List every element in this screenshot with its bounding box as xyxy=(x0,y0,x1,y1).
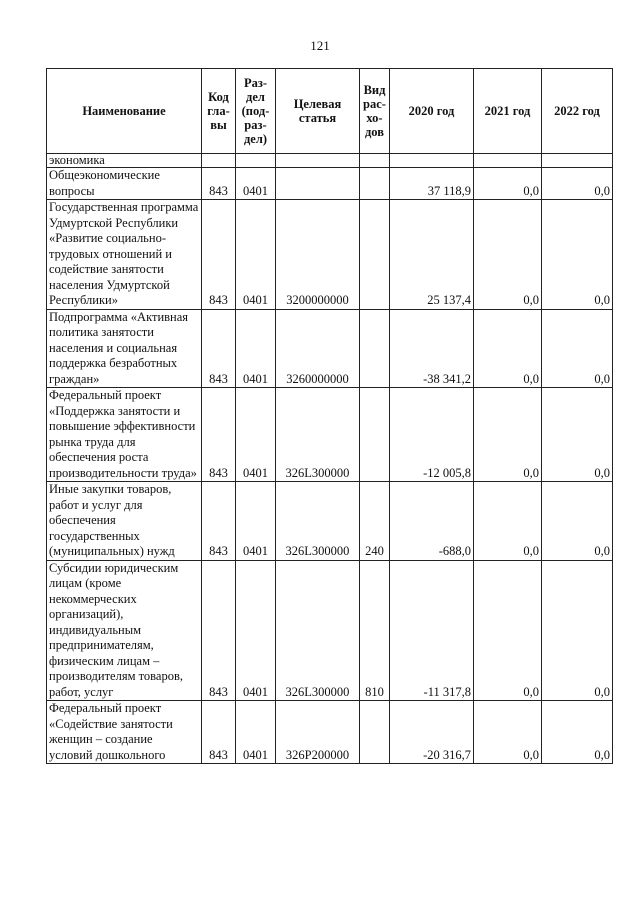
header-2020: 2020 год xyxy=(390,69,474,154)
row-section xyxy=(236,154,276,168)
row-expense-type xyxy=(360,309,390,388)
row-section: 0401 xyxy=(236,200,276,310)
row-name: Федеральный проект «Поддержка занятости и повышение эффективности рынка труда для обеспечения роста производительности труда» xyxy=(47,388,202,482)
header-section: Раз- дел (под- раз- дел) xyxy=(236,69,276,154)
row-2021: 0,0 xyxy=(474,168,542,200)
row-2022: 0,0 xyxy=(542,168,613,200)
row-2020: 25 137,4 xyxy=(390,200,474,310)
row-expense-type xyxy=(360,701,390,764)
row-target: 326P200000 xyxy=(276,701,360,764)
row-2020: -38 341,2 xyxy=(390,309,474,388)
row-name: Федеральный проект «Содействие занятости женщин – создание условий дошкольного xyxy=(47,701,202,764)
row-name: Субсидии юридическим лицам (кроме некоммерческих организаций), индивидуальным предпринимателям, физическим лицам – производителям товаров, работ, услуг xyxy=(47,560,202,701)
row-2021: 0,0 xyxy=(474,701,542,764)
row-target: 3260000000 xyxy=(276,309,360,388)
row-section: 0401 xyxy=(236,482,276,561)
header-expense-type: Вид рас- хо- дов xyxy=(360,69,390,154)
row-expense-type xyxy=(360,154,390,168)
table-row xyxy=(47,309,613,388)
table-row xyxy=(47,154,613,168)
table-row xyxy=(47,560,613,701)
table-row xyxy=(47,200,613,310)
row-target xyxy=(276,154,360,168)
row-2020: -11 317,8 xyxy=(390,560,474,701)
row-section: 0401 xyxy=(236,388,276,482)
row-code: 843 xyxy=(202,701,236,764)
table-row xyxy=(47,701,613,764)
row-code: 843 xyxy=(202,482,236,561)
row-2020: 37 118,9 xyxy=(390,168,474,200)
row-2020 xyxy=(390,154,474,168)
row-expense-type xyxy=(360,200,390,310)
row-2021: 0,0 xyxy=(474,200,542,310)
row-expense-type xyxy=(360,168,390,200)
row-section: 0401 xyxy=(236,168,276,200)
row-code: 843 xyxy=(202,388,236,482)
row-target: 3200000000 xyxy=(276,200,360,310)
row-2022 xyxy=(542,154,613,168)
row-code: 843 xyxy=(202,200,236,310)
row-target: 326L300000 xyxy=(276,482,360,561)
page-number: 121 xyxy=(310,38,330,53)
header-2021: 2021 год xyxy=(474,69,542,154)
row-section: 0401 xyxy=(236,701,276,764)
table-row xyxy=(47,482,613,561)
table-row xyxy=(47,388,613,482)
row-code: 843 xyxy=(202,309,236,388)
table-row xyxy=(47,168,613,200)
row-name: экономика xyxy=(47,154,202,168)
header-name: Наименование xyxy=(47,69,202,154)
row-name: Подпрограмма «Активная политика занятости населения и социальная поддержка безработных граждан» xyxy=(47,309,202,388)
header-code: Код гла- вы xyxy=(202,69,236,154)
row-section: 0401 xyxy=(236,309,276,388)
row-target: 326L300000 xyxy=(276,560,360,701)
row-section: 0401 xyxy=(236,560,276,701)
row-2021: 0,0 xyxy=(474,482,542,561)
row-2021 xyxy=(474,154,542,168)
row-2021: 0,0 xyxy=(474,560,542,701)
row-expense-type xyxy=(360,388,390,482)
row-2022: 0,0 xyxy=(542,482,613,561)
row-code: 843 xyxy=(202,560,236,701)
row-target xyxy=(276,168,360,200)
row-2022: 0,0 xyxy=(542,200,613,310)
header-target: Целевая статья xyxy=(276,69,360,154)
row-code xyxy=(202,154,236,168)
row-expense-type: 810 xyxy=(360,560,390,701)
row-2021: 0,0 xyxy=(474,309,542,388)
row-2022: 0,0 xyxy=(542,701,613,764)
row-name: Общеэкономические вопросы xyxy=(47,168,202,200)
table-header-row xyxy=(47,69,613,154)
row-2020: -12 005,8 xyxy=(390,388,474,482)
header-2022: 2022 год xyxy=(542,69,613,154)
budget-table xyxy=(46,68,613,764)
row-2022: 0,0 xyxy=(542,309,613,388)
row-2022: 0,0 xyxy=(542,388,613,482)
row-code: 843 xyxy=(202,168,236,200)
row-name: Государственная программа Удмуртской Республики «Развитие социально-трудовых отношений и содействие занятости населения Удмуртской Республики» xyxy=(47,200,202,310)
row-2020: -20 316,7 xyxy=(390,701,474,764)
row-2021: 0,0 xyxy=(474,388,542,482)
row-name: Иные закупки товаров, работ и услуг для обеспечения государственных (муниципальных) нужд xyxy=(47,482,202,561)
row-target: 326L300000 xyxy=(276,388,360,482)
row-2022: 0,0 xyxy=(542,560,613,701)
row-expense-type: 240 xyxy=(360,482,390,561)
row-2020: -688,0 xyxy=(390,482,474,561)
